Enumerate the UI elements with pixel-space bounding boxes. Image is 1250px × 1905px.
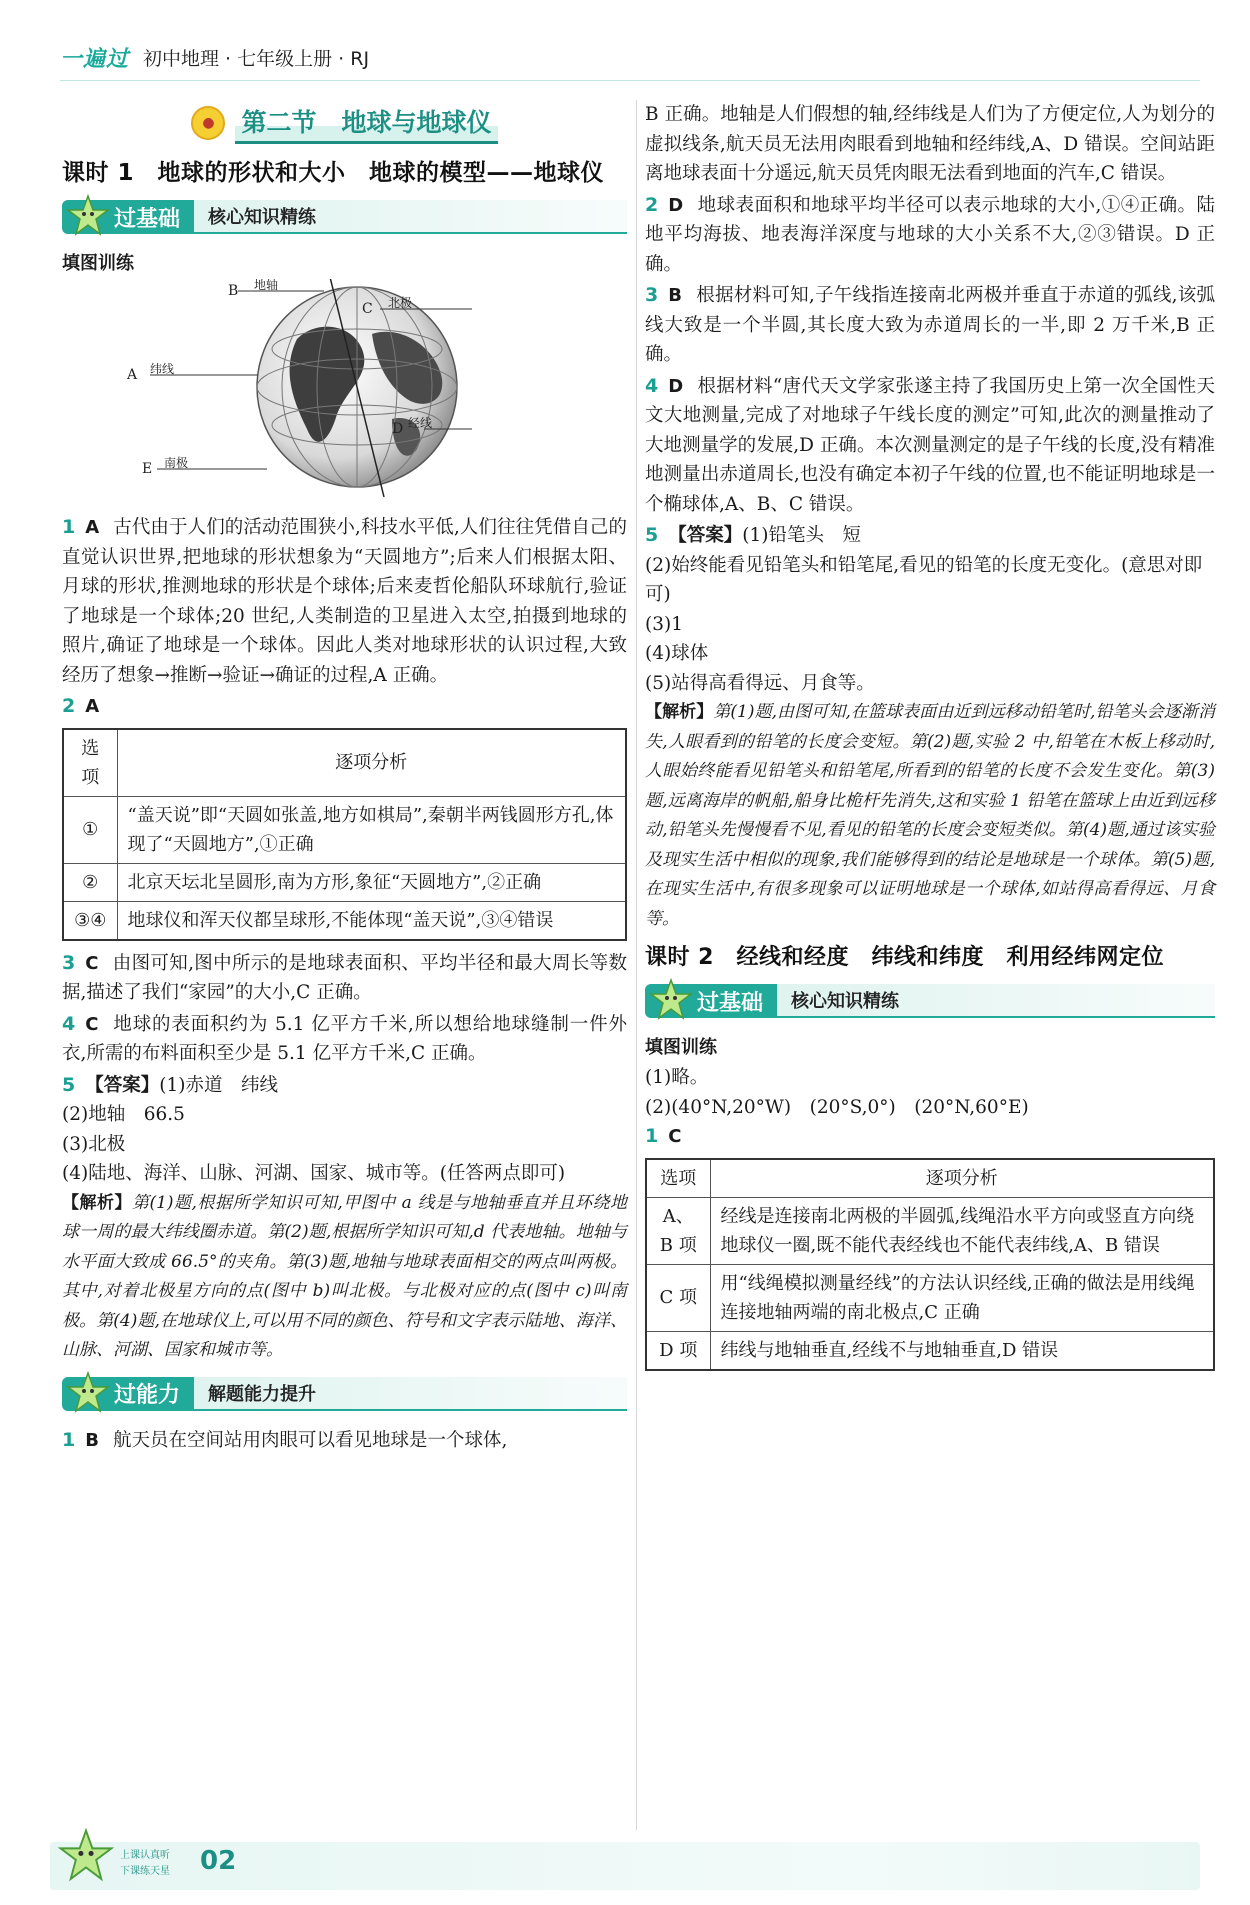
- banner-tag: [645, 984, 777, 1018]
- question-number: 5: [62, 1073, 76, 1096]
- table-header-analysis: 逐项分析: [710, 1159, 1214, 1198]
- mascot-star-icon: [649, 978, 693, 1022]
- analysis-table: [645, 1158, 1215, 1371]
- answer-line: (1)赤道 纬线: [159, 1074, 278, 1096]
- explanation-text: 第(1)题,由图可知,在篮球表面由近到远移动铅笔时,铅笔头会逐渐消失,人眼看到的铅笔的长度会变短。第(2)题,实验 2 中,铅笔在木板上移动时,人眼始终能看见铅笔头和铅笔尾,所看到的铅笔的长度不会发生变化。第(3)题,远离海岸的帆船,船身比桅杆先消失,这和实验 1 铅笔在篮球上由近到远移动,铅笔头先慢慢看不见,看见的铅笔的长度会变短类似。第(4)题,通过该实验及现实生活中相似的现象,我们能够得到的结论是地球是一个球体。第(5)题,在现实生活中,有很多现象可以证明地球是一个球体,如站得高看得远、月食等。: [645, 702, 1216, 929]
- label-C: C: [362, 301, 373, 317]
- practice-1-continued: B 正确。地轴是人们假想的轴,经纬线是人们为了方便定位,人为划分的虚拟线条,航天员无法用肉眼看到地轴和经纬线,A、D 错误。空间站距离地球表面十分遥远,航天员凭肉眼无法看到地面的汽车,C 错误。: [645, 104, 1215, 184]
- explanation-text: 第(1)题,根据所学知识可知,甲图中 a 线是与地轴垂直并且环绕地球一周的最大纬线圈赤道。第(2)题,根据所学知识可知,d 代表地轴。地轴与水平面大致成 66.5°的夹角。第(3)题,地轴与地球表面相交的两点叫两极。其中,对着北极星方向的点(图中 b)叫北极。与北极对应的点(图中 c)叫南极。第(4)题,在地球仪上,可以用不同的颜色、符号和文字表示陆地、海洋、山脉、河湖、国家和城市等。: [62, 1192, 627, 1360]
- table-row: ② 北京天坛北呈圆形,南为方形,象征“天圆地方”,②正确: [63, 863, 626, 901]
- practice-3: [645, 281, 1215, 370]
- lesson1-basic-banner: [62, 197, 627, 237]
- answer-line: (3)1: [645, 613, 683, 635]
- label-B: B: [228, 283, 239, 299]
- explanation: [645, 698, 1215, 934]
- answer-letter: A: [85, 517, 100, 538]
- left-column: [62, 100, 627, 1457]
- label-D: D: [392, 421, 404, 437]
- practice-5: [645, 521, 1215, 934]
- table-header-option: 选项: [646, 1159, 710, 1198]
- question-number: 4: [62, 1012, 76, 1035]
- question-text: 航天员在空间站用肉眼可以看见地球是一个球体,: [112, 1429, 508, 1451]
- question-text: 根据材料“唐代天文学家张遂主持了我国历史上第一次全国性天文大地测量,完成了对地球子午线长度的测定”可知,此次的测量推动了大地测量学的发展,D 正确。本次测量测定的是子午线的长度,没有精准地测量出赤道周长,也没有确定本初子午线的位置,也不能证明地球是一个椭球体,A、B、C 错误。: [645, 375, 1215, 515]
- answer-line: (3)北极: [62, 1133, 126, 1155]
- banner-subtitle: 核心知识精练: [777, 984, 1215, 1018]
- label-C-text: 北极: [388, 296, 413, 310]
- mascot-star-icon: [58, 1828, 114, 1884]
- answer-label: 【答案】: [668, 525, 743, 546]
- question-text: 根据材料可知,子午线指连接南北两极并垂直于赤道的弧线,该弧线大致是一个半圆,其长度大致为赤道周长的一半,即 2 万千米,B 正确。: [645, 285, 1215, 365]
- label-E-text: 南极: [164, 456, 189, 470]
- banner-tag: [62, 1377, 194, 1411]
- banner-tag: [62, 200, 194, 234]
- question-number: 3: [62, 951, 76, 974]
- banner-tag-text: 过基础: [114, 206, 181, 232]
- practice-1: [62, 1426, 627, 1456]
- question-text: 由图可知,图中所示的是地球表面积、平均半径和最大周长等数据,描述了我们“家园”的大小,C 正确。: [62, 952, 627, 1003]
- label-B-text: 地轴: [254, 279, 279, 292]
- explanation-label: 【解析】: [645, 702, 714, 722]
- page-header: [60, 42, 369, 72]
- brand-logo: 一遍过: [60, 46, 130, 72]
- answer-letter: D: [668, 375, 684, 397]
- table-row: A、B 项 经线是连接南北两极的半圆弧,线绳沿水平方向或竖直方向绕地球仪一圈,既不能代表经线也不能代表纬线,A、B 错误: [646, 1197, 1214, 1264]
- table-row: C 项 用“线绳模拟测量经线”的方法认识经线,正确的做法是用线绳连接地轴两端的南北极点,C 正确: [646, 1264, 1214, 1331]
- question-3: [62, 949, 627, 1008]
- question-number: 1: [62, 516, 76, 538]
- question-number: 1: [62, 1428, 76, 1451]
- section-title: [62, 100, 627, 146]
- question-number: 2: [645, 193, 659, 216]
- question-number: 2: [62, 695, 76, 717]
- practice-2: [645, 191, 1215, 280]
- lesson1-ability-banner: [62, 1374, 627, 1414]
- answer-line: (1)铅笔头 短: [742, 525, 861, 546]
- label-A: A: [127, 367, 138, 383]
- globe-figure: [62, 279, 627, 499]
- lesson1-title: 课时 1 地球的形状和大小 地球的模型——地球仪: [62, 160, 605, 186]
- mascot-star-icon: [66, 1371, 110, 1415]
- page-footer: [50, 1842, 1200, 1890]
- column-divider: [636, 100, 637, 1830]
- answer-letter: C: [668, 1126, 682, 1147]
- question-1: [62, 513, 627, 690]
- question-2: [62, 692, 627, 722]
- lesson2-title: 课时 2 经线和经度 纬线和纬度 利用经纬网定位: [645, 945, 1164, 970]
- section-title-text: 第二节 地球与地球仪: [235, 103, 497, 144]
- answer-letter: B: [85, 1429, 99, 1451]
- lesson-badge-icon: ●: [191, 106, 225, 140]
- banner-subtitle: 核心知识精练: [194, 200, 627, 234]
- footer-slogan: 上课认真听 下课练天星: [120, 1850, 170, 1877]
- globe-diagram: [62, 279, 627, 499]
- practice-4: [645, 372, 1215, 520]
- answer-letter: A: [85, 696, 100, 717]
- right-column: [645, 100, 1215, 1379]
- table-row: ③④ 地球仪和浑天仪都呈球形,不能体现“盖天说”,③④错误: [63, 901, 626, 940]
- lesson2-basic-banner: [645, 981, 1215, 1021]
- question-number: 5: [645, 524, 659, 546]
- answer-line: (5)站得高看得远、月食等。: [645, 672, 875, 694]
- question-number: 4: [645, 374, 659, 397]
- table-row: ① “盖天说”即“天圆如张盖,地方如棋局”,秦朝半两钱圆形方孔,体现了“天圆地方”,①正确: [63, 796, 626, 863]
- answer-letter: C: [85, 952, 99, 974]
- explanation: [62, 1189, 627, 1366]
- question-5: [62, 1071, 627, 1366]
- answer-label: 【答案】: [85, 1074, 160, 1096]
- mascot-star-icon: [66, 194, 110, 238]
- answer-line: (2)地轴 66.5: [62, 1104, 185, 1125]
- answer-line: (2)始终能看见铅笔头和铅笔尾,看见的铅笔的长度无变化。(意思对即可): [645, 554, 1203, 605]
- banner-tag-text: 过能力: [114, 1383, 181, 1408]
- lesson2-question-1: [645, 1122, 1215, 1152]
- banner-tag-text: 过基础: [697, 990, 764, 1016]
- question-text: 地球表面积和地球平均半径可以表示地球的大小,①④正确。陆地平均海拔、地表海洋深度与地球的大小关系不大,②③错误。D 正确。: [645, 194, 1215, 275]
- question-number: 3: [645, 284, 659, 306]
- table-header-analysis: 逐项分析: [117, 729, 626, 797]
- page-number: 02: [200, 1846, 237, 1876]
- label-D-text: 经线: [408, 416, 433, 430]
- question-text: 古代由于人们的活动范围狭小,科技水平低,人们往往凭借自己的直觉认识世界,把地球的形状想象为“天圆地方”;后来人们根据太阳、月球的形状,推测地球的形状是个球体;后来麦哲伦船队环球航行,验证了地球是一个球体;20 世纪,人类制造的卫星进入太空,拍摄到地球的照片,确证了地球是一个球体。因此人类对地球形状的认识过程,大致经历了想象→推断→验证→确证的过程,A 正确。: [62, 517, 627, 686]
- answer-letter: B: [668, 285, 682, 306]
- book-title: 初中地理 · 七年级上册 · RJ: [143, 47, 370, 70]
- fill-answer-2: (2)(40°N,20°W) (20°S,0°) (20°N,60°E): [645, 1096, 1029, 1118]
- header-divider: [60, 80, 1200, 81]
- table-row: D 项 纬线与地轴垂直,经线不与地轴垂直,D 错误: [646, 1331, 1214, 1370]
- question-text: 地球的表面积约为 5.1 亿平方千米,所以想给地球缝制一件外衣,所需的布料面积至少是 5.1 亿平方千米,C 正确。: [62, 1013, 627, 1064]
- explanation-label: 【解析】: [62, 1192, 132, 1213]
- fill-label: 填图训练: [645, 1037, 717, 1058]
- answer-line: (4)球体: [645, 643, 709, 664]
- question-4: [62, 1010, 627, 1069]
- answer-letter: C: [85, 1013, 99, 1035]
- question-number: 1: [645, 1125, 659, 1147]
- analysis-table: [62, 728, 627, 941]
- answer-line: (4)陆地、海洋、山脉、河湖、国家、城市等。(任答两点即可): [62, 1163, 566, 1184]
- label-E: E: [142, 461, 153, 477]
- answer-letter: D: [668, 194, 684, 216]
- table-header-option: 选项: [63, 729, 117, 797]
- fill-answer-1: (1)略。: [645, 1067, 709, 1088]
- banner-subtitle: 解题能力提升: [194, 1377, 627, 1411]
- label-A-text: 纬线: [150, 362, 175, 376]
- fill-label: 填图训练: [62, 253, 134, 274]
